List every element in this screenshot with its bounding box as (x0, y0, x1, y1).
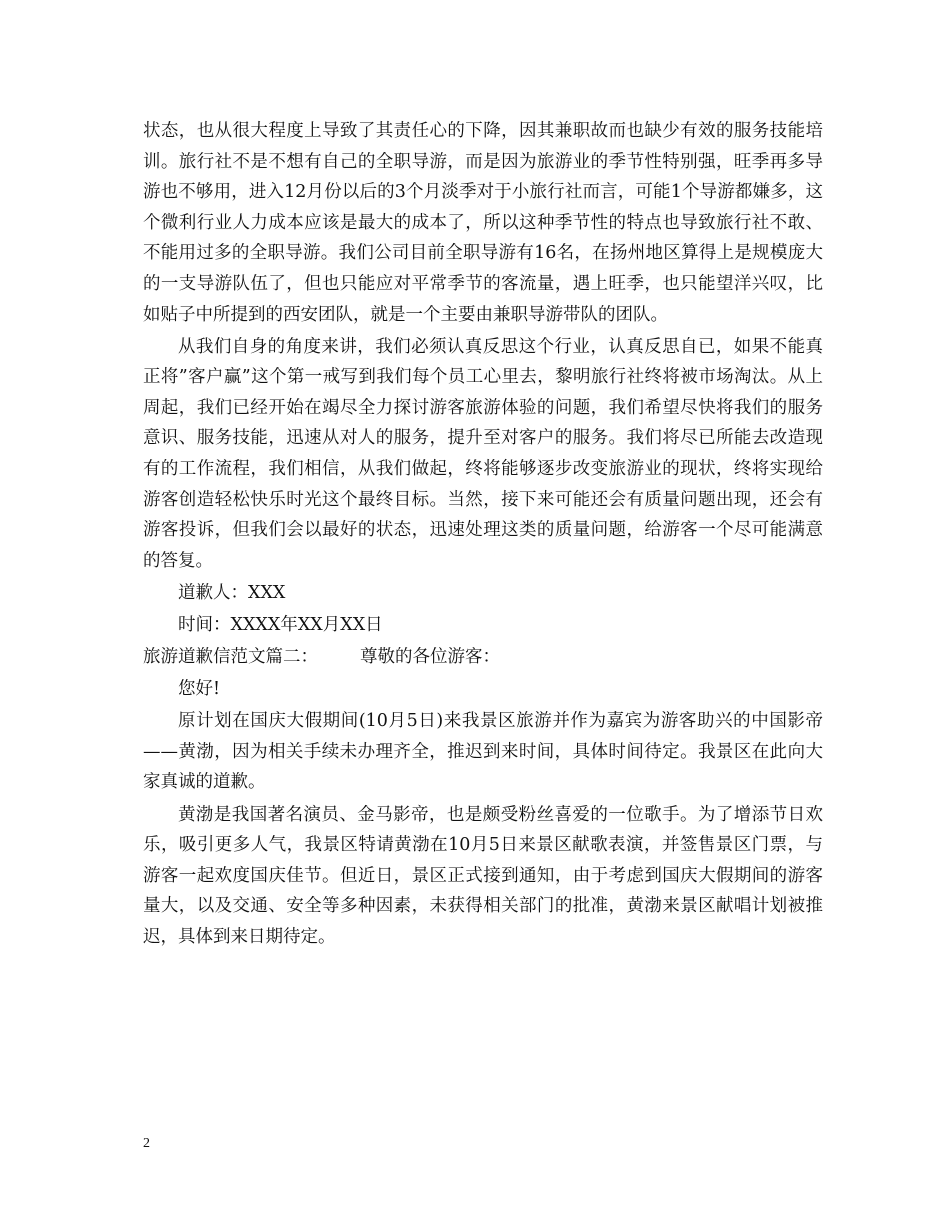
paragraph-continuation: 状态，也从很大程度上导致了其责任心的下降，因其兼职故而也缺少有效的服务技能培训。旅行社不是不想有自己的全职导游，而是因为旅游业的季节性特别强，旺季再多导游也不够用，进入12月份以后的3个月淡季对于小旅行社而言，可能1个导游都嫌多，这个微利行业人力成本应该是最大的成本了，所以这种季节性的特点也导致旅行社不敢、不能用过多的全职导游。我们公司目前全职导游有16名，在扬州地区算得上是规模庞大的一支导游队伍了，但也只能应对平常季节的客流量，遇上旺季，也只能望洋兴叹，比如贴子中所提到的西安团队，就是一个主要由兼职导游带队的团队。 (143, 121, 823, 325)
signature-date: 时间：XXXX年XX月XX日 (178, 615, 383, 635)
section-title: 旅游道歉信范文篇二： (143, 647, 318, 668)
greeting: 您好! (178, 679, 221, 700)
paragraph-reflection: 从我们自身的角度来讲，我们必须认真反思这个行业，认真反思自已，如果不能真正将”客户赢”这个第一戒写到我们每个员工心里去，黎明旅行社终将被市场淘汰。从上周起，我们已经开始在竭尽全力探讨游客旅游体验的问题，我们希望尽快将我们的服务意识、服务技能，迅速从对人的服务，提升至对客户的服务。我们将尽已所能去改造现有的工作流程，我们相信，从我们做起，终将能够逐步改变旅游业的现状，终将实现给游客创造轻松快乐时光这个最终目标。当然，接下来可能还会有质量问题出现，还会有游客投诉，但我们会以最好的状态，迅速处理这类的质量问题，给游客一个尽可能满意的答复。 (143, 336, 823, 571)
document-body (143, 116, 823, 954)
signature-apologizer: 道歉人：XXX (178, 582, 286, 603)
page-number: 2 (143, 1136, 150, 1151)
paragraph-postponement: 原计划在国庆大假期间(10月5日)来我景区旅游并作为嘉宾为游客助兴的中国影帝——黄渤，因为相关手续未办理齐全，推迟到来时间，具体时间待定。我景区在此向大家真诚的道歉。 (143, 711, 823, 793)
section-heading (143, 642, 823, 673)
paragraph-details: 黄渤是我国著名演员、金马影帝，也是颇受粉丝喜爱的一位歌手。为了增添节日欢乐，吸引更多人气，我景区特请黄渤在10月5日来景区献歌表演，并签售景区门票，与游客一起欢度国庆佳节。但近日，景区正式接到通知，由于考虑到国庆大假期间的游客量大，以及交通、安全等多种因素，未获得相关部门的批准，黄渤来景区献唱计划被推迟，具体到来日期待定。 (143, 804, 823, 947)
salutation: 尊敬的各位游客： (360, 647, 500, 668)
